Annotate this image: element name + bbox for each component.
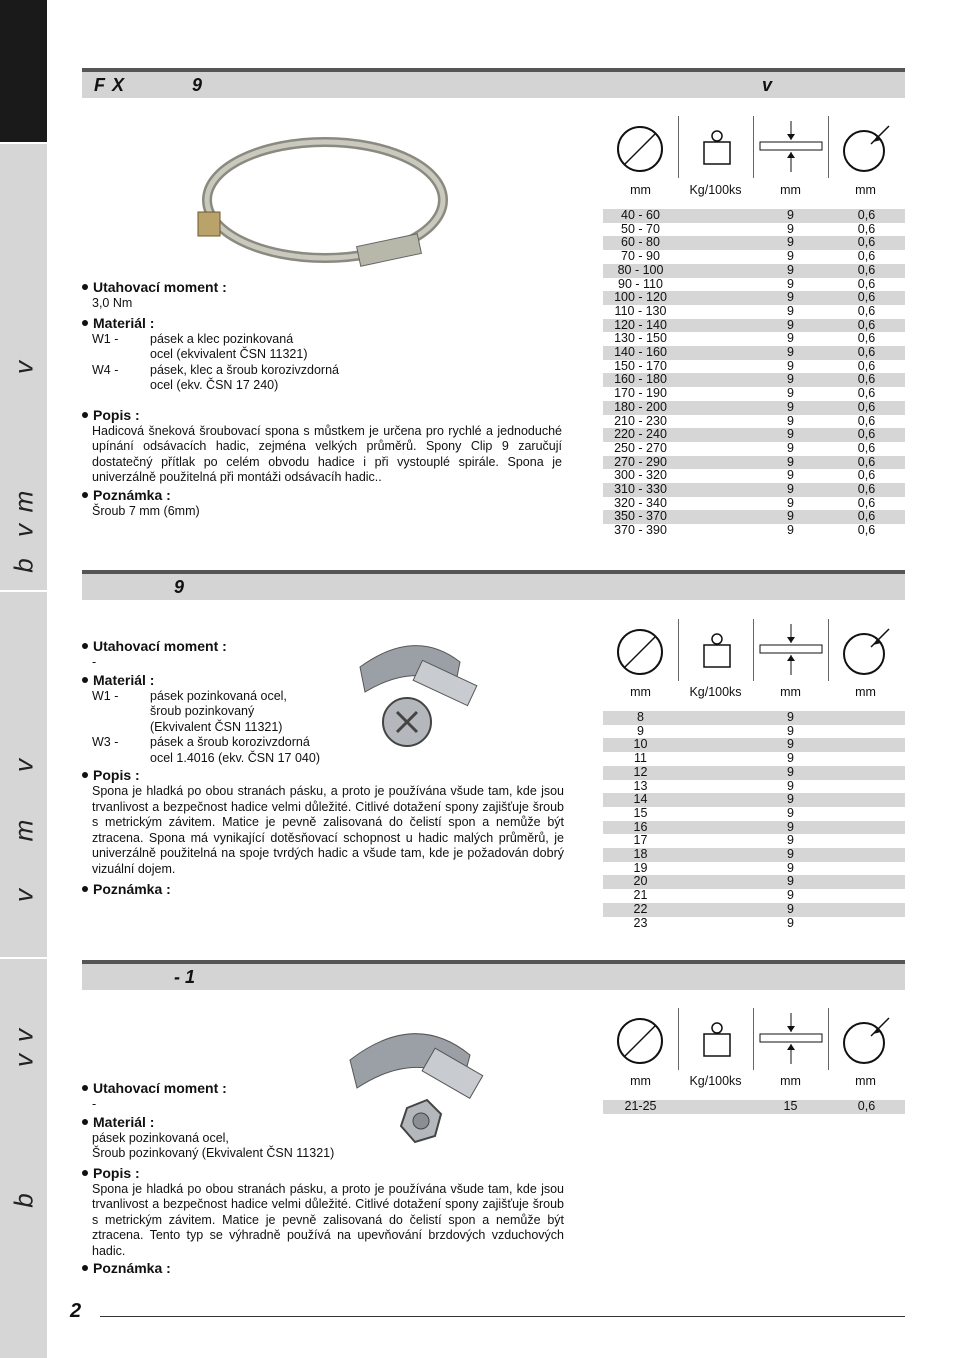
spec-cell: 11 (634, 751, 647, 766)
spec-cell (678, 780, 753, 794)
spec-cell (678, 346, 753, 360)
torque-value: - (92, 655, 97, 669)
spec-cell (828, 821, 905, 835)
spec-row (603, 346, 905, 360)
spec-cell (678, 456, 753, 470)
side-letter: v (8, 1054, 39, 1067)
spec-cell: 9 (787, 331, 794, 346)
spec-cell: 0,6 (857, 358, 876, 373)
spec-row (603, 360, 905, 374)
description-text: Hadicová šneková šroubovací spona s můstkem je určena pro rychlé a jednoduché upínání odsávacích hadic, zejména velkých průměrů. Spony Clip 9 zaručují dostatečný přítlak po celém obvodu hadice i při vystouplé spirále. Spona je univerzálně použitelná při montáži odsávacíh hadic.. (92, 423, 562, 484)
spec-cell: 9 (787, 303, 794, 318)
spec-cell: 9 (787, 221, 794, 236)
spec-cell: 9 (787, 751, 794, 766)
spec-row (603, 497, 905, 511)
spec-icons-3 (603, 1008, 905, 1073)
spec-cell: 8 (603, 711, 678, 725)
spec-cell: 17 (633, 833, 648, 848)
material-row: ocel (ekvivalent ČSN 11321) (150, 347, 308, 361)
spec-cell: 0,6 (828, 401, 905, 415)
side-tab-strip (0, 0, 47, 1358)
spec-cell (678, 875, 753, 889)
spec-row (603, 875, 905, 889)
material-text: pásek pozinkovaná ocel, (92, 1130, 229, 1145)
note-heading: Poznámka : (93, 1260, 171, 1276)
spec-row (603, 524, 905, 538)
side-letter: v (8, 524, 39, 537)
info-block-2 (82, 637, 564, 898)
spec-row (603, 401, 905, 415)
spec-cell: 9 (787, 495, 794, 510)
spec-cell: 110 - 130 (614, 303, 667, 318)
spec-cell (678, 236, 753, 250)
spec-cell (678, 223, 753, 237)
spec-cell (678, 903, 753, 917)
spec-cell: 9 (787, 468, 794, 483)
section-title: F X (94, 75, 126, 95)
diameter-icon (603, 1008, 677, 1070)
spec-row (603, 223, 905, 237)
band-width-icon (754, 1008, 828, 1070)
material-row: (Ekvivalent ČSN 11321) (150, 719, 283, 734)
footer-rule (100, 1316, 905, 1317)
material-row: W1 - pásek a klec pozinkovaná (92, 331, 294, 346)
spec-cell (678, 264, 753, 278)
spec-cell (828, 780, 905, 794)
note-heading: Poznámka : (93, 486, 171, 503)
spec-cell: 18 (603, 848, 678, 862)
spec-cell (678, 442, 753, 456)
spec-cell (678, 524, 753, 538)
spec-cell: 14 (603, 793, 678, 807)
band-thickness-icon (829, 619, 906, 681)
weight-icon (679, 116, 753, 178)
spec-cell (678, 483, 753, 497)
spec-row (603, 291, 905, 305)
spec-cell (678, 766, 753, 780)
spec-cell (828, 848, 905, 862)
spec-cell: 320 - 340 (614, 495, 667, 510)
spec-cell: 13 (633, 778, 648, 793)
spec-cell: 100 - 120 (603, 291, 678, 305)
spec-cell: 9 (753, 848, 828, 862)
spec-cell: 0,6 (828, 483, 905, 497)
spec-cell: 15 (633, 805, 648, 820)
spec-row (603, 319, 905, 333)
material-row: ocel 1.4016 (ekv. ČSN 17 040) (150, 750, 321, 765)
spec-cell (678, 209, 753, 223)
spec-cell (828, 711, 905, 725)
spec-row (603, 387, 905, 401)
spec-cell: 9 (787, 358, 794, 373)
spec-cell (678, 291, 753, 305)
spec-cell: 0,6 (828, 346, 905, 360)
spec-cell: 9 (753, 456, 828, 470)
spec-row (603, 456, 905, 470)
material-heading: Materiál : (93, 671, 155, 688)
spec-cell: 0,6 (857, 386, 876, 401)
spec-cell (678, 469, 753, 483)
spec-row (603, 442, 905, 456)
spec-cell: 0,6 (857, 495, 876, 510)
spec-cell: 9 (787, 778, 794, 793)
spec-cell: 170 - 190 (614, 386, 667, 401)
description-text: Spona je hladká po obou stranách pásku, a proto je používána všude tam, kde jsou trvanlivost a bezpečnost hadice velmi důležité. Citlivé dotažení spony zajišťuje šroub s metrickým závitem. Matice je pevně zalisovaná do čelistí spon a nemůže být ztracena. Spona má vynikající dotěsňovací schopnost u hadic malých průměrů, je univerzálně použitelná na spoje tvrdých hadic a všude tam, kde je požadován dobrý vizuální dojem. (92, 784, 564, 876)
side-letter: v (8, 361, 39, 374)
spec-cell: 310 - 330 (603, 483, 678, 497)
spec-row (603, 917, 905, 931)
spec-cell (828, 917, 905, 931)
torque-heading: Utahovací moment : (93, 279, 227, 295)
spec-cell: 21 (633, 888, 648, 903)
band-thickness-icon (829, 116, 906, 178)
spec-icons-2 (603, 619, 905, 684)
spec-cell: 0,6 (857, 276, 876, 291)
spec-cell: 9 (753, 793, 828, 807)
side-letter: m (8, 819, 39, 842)
spec-cell (678, 834, 753, 848)
spec-cell (678, 278, 753, 292)
spec-cell: 90 - 110 (618, 276, 663, 291)
spec-table-1 (603, 209, 905, 538)
spec-row (603, 264, 905, 278)
spec-cell: 9 (753, 510, 828, 524)
spec-cell (678, 752, 753, 766)
weight-icon (679, 1008, 753, 1070)
section-header-2 (82, 570, 905, 600)
spec-cell (828, 807, 905, 821)
spec-cell (678, 428, 753, 442)
spec-cell: 0,6 (828, 236, 905, 250)
torque-heading: Utahovací moment : (93, 638, 227, 654)
spec-row (603, 821, 905, 835)
band-width-icon (754, 619, 828, 681)
spec-cell: 12 (603, 766, 678, 780)
spec-cell: 50 - 70 (621, 221, 660, 236)
spec-cell: 0,6 (828, 1100, 905, 1114)
spec-cell: 300 - 320 (614, 468, 667, 483)
description-heading: Popis : (93, 767, 140, 783)
spec-cell: 0,6 (828, 319, 905, 333)
torque-value: - (92, 1097, 97, 1111)
spec-cell: 70 - 90 (621, 249, 660, 264)
spec-cell: 9 (787, 833, 794, 848)
spec-row (603, 373, 905, 387)
side-letter: b (8, 558, 39, 573)
info-block-1 (82, 278, 562, 519)
band-thickness-icon (829, 1008, 906, 1070)
spec-cell: 0,6 (857, 523, 876, 538)
spec-cell: 21-25 (603, 1100, 678, 1114)
spec-cell: 9 (753, 401, 828, 415)
spec-cell: 270 - 290 (603, 456, 678, 470)
spec-cell: 9 (787, 915, 794, 930)
torque-value: 3,0 Nm (92, 296, 133, 310)
spec-cell: 150 - 170 (614, 358, 667, 373)
spec-cell: 9 (753, 264, 828, 278)
spec-row (603, 711, 905, 725)
spec-cell (678, 305, 753, 319)
spec-cell (828, 793, 905, 807)
material-row: W1 - pásek pozinkovaná ocel, (92, 688, 287, 703)
spec-cell: 9 (753, 428, 828, 442)
spec-row (603, 250, 905, 264)
spec-cell: 9 (787, 805, 794, 820)
page-number: 2 (70, 1300, 82, 1322)
spec-cell: 9 (787, 386, 794, 401)
spec-cell: 9 (753, 319, 828, 333)
spec-cell: 16 (603, 821, 678, 835)
spec-cell: 10 (603, 738, 678, 752)
spec-cell (828, 862, 905, 876)
spec-cell: 0,6 (828, 373, 905, 387)
spec-cell (678, 332, 753, 346)
spec-row (603, 848, 905, 862)
spec-cell: 0,6 (857, 468, 876, 483)
spec-row (603, 752, 905, 766)
side-letter: v (8, 889, 39, 902)
description-heading: Popis : (93, 1164, 140, 1181)
spec-icons-1 (603, 116, 905, 181)
description-heading: Popis : (93, 406, 140, 423)
material-row: ocel (ekv. ČSN 17 240) (150, 378, 279, 392)
spec-cell (678, 401, 753, 415)
spec-row (603, 483, 905, 497)
spec-cell (678, 807, 753, 821)
spec-row (603, 236, 905, 250)
active-tab (0, 0, 47, 142)
spec-cell: 9 (787, 888, 794, 903)
units-row-3: mm Kg/100ks mm mm (630, 1074, 876, 1088)
spec-row (603, 415, 905, 429)
note-heading: Poznámka : (93, 881, 171, 897)
band-width-icon (754, 116, 828, 178)
spec-cell: 9 (753, 346, 828, 360)
spec-cell: 15 (753, 1100, 828, 1114)
spec-cell: 23 (633, 915, 648, 930)
spec-cell: 9 (753, 373, 828, 387)
spec-cell (678, 793, 753, 807)
spec-row (603, 332, 905, 346)
spec-cell: 9 (753, 483, 828, 497)
spec-cell: 0,6 (828, 209, 905, 223)
spec-cell: 9 (753, 766, 828, 780)
spec-row (603, 209, 905, 223)
spec-cell (678, 917, 753, 931)
spec-cell (678, 387, 753, 401)
material-text: Šroub pozinkovaný (Ekvivalent ČSN 11321) (92, 1146, 335, 1160)
spec-cell: 0,6 (828, 510, 905, 524)
spec-cell: 0,6 (828, 456, 905, 470)
side-letter: b (8, 1193, 39, 1208)
section-code: 9 (174, 577, 185, 597)
spec-cell: 0,6 (857, 440, 876, 455)
spec-cell: 9 (637, 723, 644, 738)
spec-cell (678, 725, 753, 739)
material-heading: Materiál : (93, 314, 155, 331)
spec-cell: 9 (787, 413, 794, 428)
spec-row (603, 469, 905, 483)
spec-row (603, 278, 905, 292)
spec-table-3 (603, 1100, 905, 1114)
spec-cell: 250 - 270 (614, 440, 667, 455)
material-row: W3 - pásek a šroub korozivzdorná (92, 735, 310, 749)
spec-cell (678, 319, 753, 333)
spec-cell (678, 711, 753, 725)
spec-cell: 20 (603, 875, 678, 889)
side-letter: v (8, 759, 39, 772)
units-row-1: mm Kg/100ks mm mm (630, 183, 876, 197)
spec-cell (678, 415, 753, 429)
spec-row (603, 903, 905, 917)
spec-cell: 0,6 (857, 249, 876, 264)
spec-cell (828, 875, 905, 889)
spec-cell: 0,6 (857, 413, 876, 428)
side-letter: m (8, 490, 39, 513)
side-letter: v (8, 1029, 39, 1042)
spec-row (603, 807, 905, 821)
description-text: Spona je hladká po obou stranách pásku, a proto je používána všude tam, kde jsou trvanlivost a bezpečnost hadice velmi důležité. Citlivé dotažení spony zajišťuje šroub s metrickým závitem. Matice je pevně zalisovaná do čelistí spon a nemůže být ztracena. Tento typ se výhradně používá na upevňování brzdových vzduchových hadic. (92, 1181, 564, 1258)
diameter-icon (603, 116, 677, 178)
spec-cell (828, 834, 905, 848)
spec-row (603, 428, 905, 442)
spec-cell (678, 889, 753, 903)
spec-cell: 9 (787, 723, 794, 738)
spec-cell: 0,6 (828, 291, 905, 305)
spec-cell: 60 - 80 (603, 236, 678, 250)
spec-row (603, 738, 905, 752)
spec-row (603, 305, 905, 319)
spec-cell (828, 903, 905, 917)
spec-cell: 9 (753, 903, 828, 917)
spec-row (603, 862, 905, 876)
spec-cell: 9 (753, 738, 828, 752)
section-header-1 (82, 68, 905, 98)
spec-cell: 130 - 150 (614, 331, 667, 346)
spec-cell: 0,6 (828, 428, 905, 442)
spec-row (603, 889, 905, 903)
spec-cell: 9 (787, 276, 794, 291)
spec-cell (678, 360, 753, 374)
spec-table-2 (603, 711, 905, 930)
note-text: Šroub 7 mm (6mm) (92, 503, 200, 518)
weight-icon (679, 619, 753, 681)
spec-row (603, 780, 905, 794)
diameter-icon (603, 619, 677, 681)
spec-cell (828, 889, 905, 903)
spec-cell (678, 510, 753, 524)
section-code: 9 (192, 75, 203, 95)
spec-cell: 80 - 100 (603, 264, 678, 278)
spec-cell: 0,6 (857, 331, 876, 346)
spec-cell: 0,6 (857, 221, 876, 236)
spec-cell: 9 (753, 821, 828, 835)
units-row-2: mm Kg/100ks mm mm (630, 685, 876, 699)
section-code: - 1 (174, 967, 196, 987)
spec-cell (678, 373, 753, 387)
spec-cell: 220 - 240 (603, 428, 678, 442)
spec-row (603, 725, 905, 739)
spec-cell: 350 - 370 (603, 510, 678, 524)
worm-clamp-photo (180, 120, 450, 280)
spec-cell: 9 (787, 860, 794, 875)
spec-cell: 9 (753, 209, 828, 223)
spec-cell: 0,6 (828, 264, 905, 278)
spec-cell: 160 - 180 (603, 373, 678, 387)
spec-cell (828, 752, 905, 766)
spec-cell: 210 - 230 (614, 413, 667, 428)
torque-heading: Utahovací moment : (93, 1080, 227, 1096)
spec-cell: 0,6 (857, 303, 876, 318)
spec-cell (678, 497, 753, 511)
spec-cell (678, 1100, 753, 1114)
spec-row (603, 510, 905, 524)
spec-cell: 180 - 200 (603, 401, 678, 415)
spec-cell (828, 766, 905, 780)
material-row: šroub pozinkovaný (150, 704, 255, 718)
spec-cell (678, 862, 753, 876)
spec-cell: 40 - 60 (603, 209, 678, 223)
spec-cell (828, 725, 905, 739)
spec-cell: 9 (753, 236, 828, 250)
spec-cell: 9 (753, 711, 828, 725)
spec-cell (678, 250, 753, 264)
material-row: W4 - pásek, klec a šroub korozivzdorná (92, 362, 339, 377)
section-suffix: v (762, 75, 773, 95)
spec-cell (678, 821, 753, 835)
spec-cell: 120 - 140 (603, 319, 678, 333)
spec-cell: 19 (633, 860, 648, 875)
spec-cell: 9 (787, 249, 794, 264)
spec-cell: 22 (603, 903, 678, 917)
info-block-3 (82, 1079, 564, 1277)
spec-cell: 9 (753, 875, 828, 889)
spec-cell (828, 738, 905, 752)
spec-cell: 370 - 390 (614, 523, 667, 538)
spec-cell (678, 738, 753, 752)
spec-cell: 9 (787, 523, 794, 538)
spec-cell: 9 (787, 440, 794, 455)
spec-row (603, 1100, 905, 1114)
spec-row (603, 834, 905, 848)
material-heading: Materiál : (93, 1113, 155, 1130)
section-header-3 (82, 960, 905, 990)
spec-cell: 9 (753, 291, 828, 305)
spec-cell: 140 - 160 (603, 346, 678, 360)
spec-row (603, 766, 905, 780)
spec-row (603, 793, 905, 807)
spec-cell (678, 848, 753, 862)
